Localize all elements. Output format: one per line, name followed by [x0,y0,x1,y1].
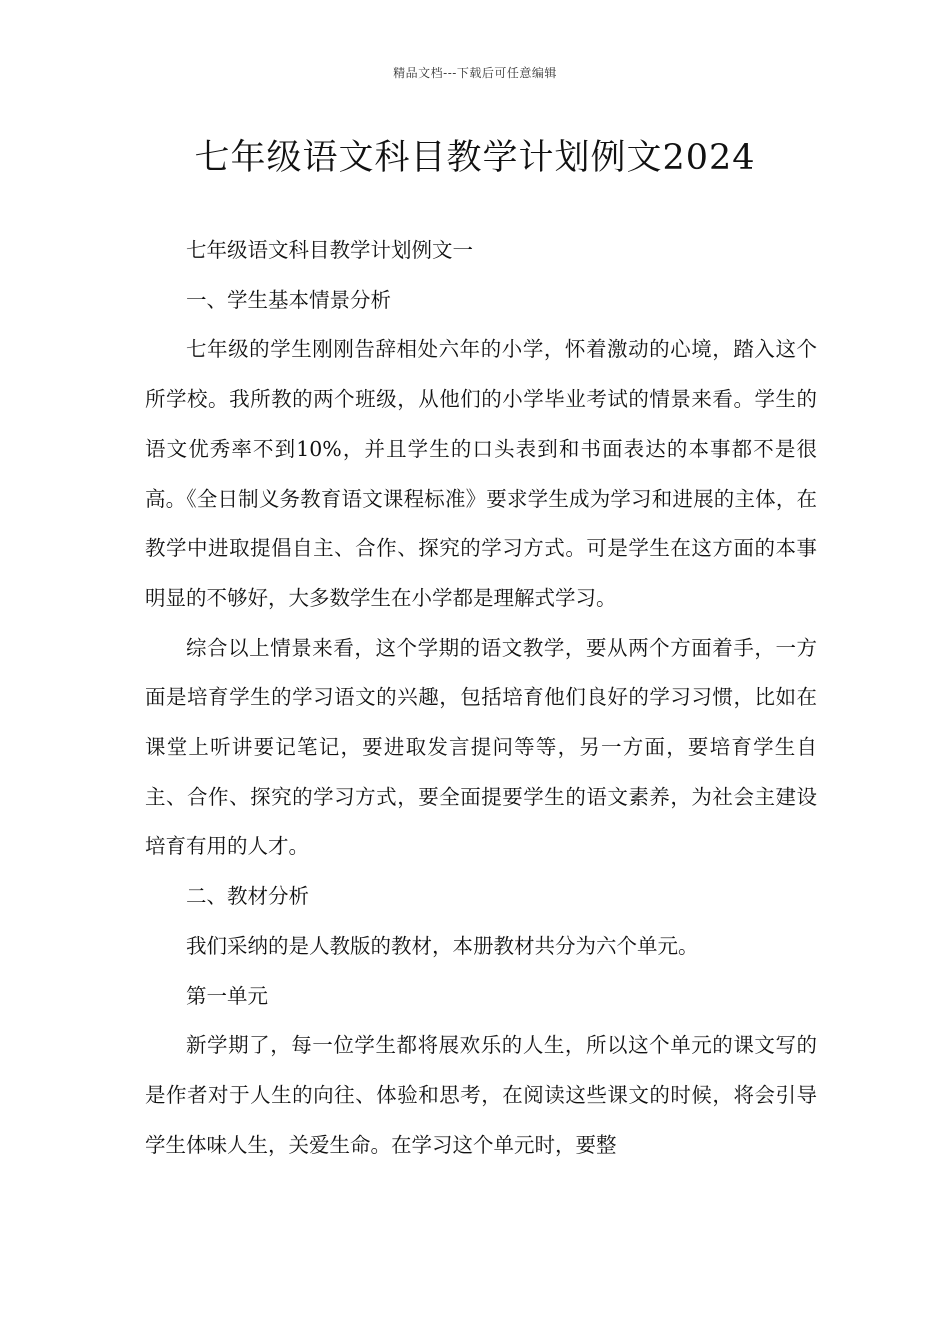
paragraph-subtitle: 七年级语文科目教学计划例文一 [186,238,473,262]
document-title: 七年级语文科目教学计划例文2024 [194,138,756,178]
paragraph-textbook: 我们采纳的是人教版的教材，本册教材共分为六个单元。 [186,933,699,958]
paragraph-heading-2: 二、教材分析 [186,884,309,909]
header-note: 精品文档---下载后可任意编辑 [393,66,557,80]
paragraph-student-analysis: 七年级的学生刚刚告辞相处六年的小学，怀着激动的心境，踏入这个所学校。我所教的两个班级，从他们的小学毕业考试的情景来看。学生的语文优秀率不到10%，并且学生的口头表到和书面表达的本事都不是很高。《全日制义务教育语文课程标准》要求学生成为学习和进展的主体，在教学中进取提倡自主、合作、探究的学习方式。可是学生在这方面的本事明显的不够好，大多数学生在小学都是理解式学习。 [145,337,817,610]
document-body [145,226,817,1170]
paragraph-unit-one-heading: 第一单元 [186,983,268,1008]
paragraph-summary: 综合以上情景来看，这个学期的语文教学，要从两个方面着手，一方面是培育学生的学习语文的兴趣，包括培育他们良好的学习习惯，比如在课堂上听讲要记笔记，要进取发言提问等等，另一方面，要培育学生自主、合作、探究的学习方式，要全面提要学生的语文素养，为社会主建设培育有用的人才。 [145,635,817,859]
paragraph-heading-1: 一、学生基本情景分析 [186,287,391,312]
paragraph-unit-one: 新学期了，每一位学生都将展欢乐的人生，所以这个单元的课文写的是作者对于人生的向往、体验和思考，在阅读这些课文的时候，将会引导学生体味人生，关爱生命。在学习这个单元时，要整 [145,1033,817,1157]
